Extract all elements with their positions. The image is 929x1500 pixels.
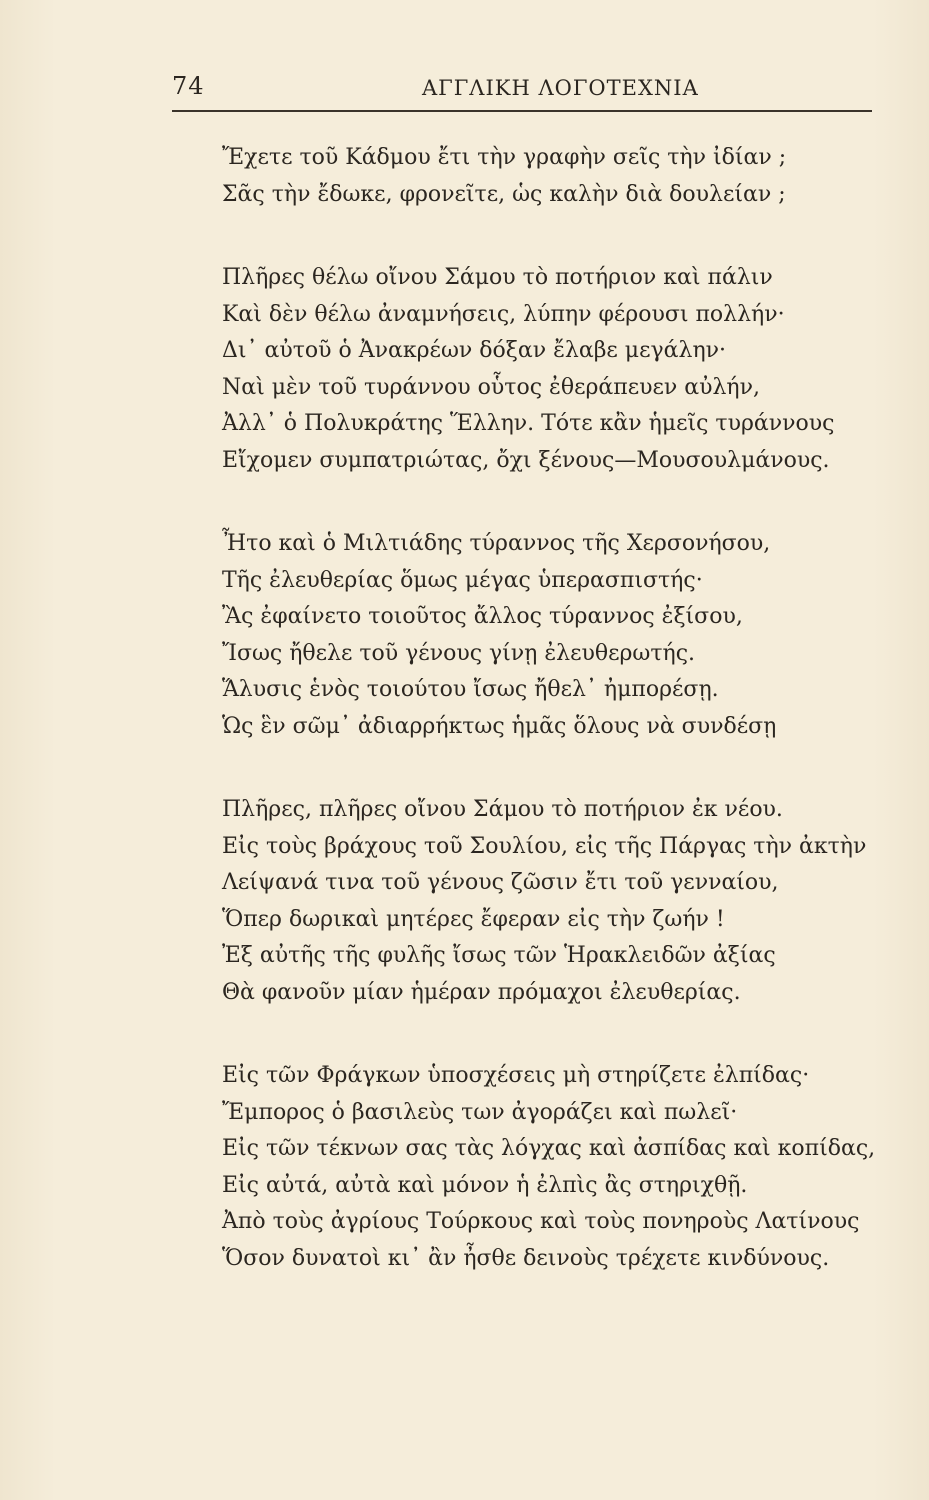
poem: [222, 140, 882, 1324]
verse-line: Δι᾽ αὐτοῦ ὁ Ἀνακρέων δόξαν ἔλαβε μεγάλην·: [222, 338, 727, 363]
verse-line: Ἔμπορος ὁ βασιλεὺς των ἀγοράζει καὶ πωλεῖ·: [222, 1099, 738, 1125]
verse-line: Εἰς τοὺς βράχους τοῦ Σουλίου, εἰς τῆς Πάργας τὴν ἀκτὴν: [222, 833, 867, 859]
stanza-5: [222, 1058, 882, 1277]
verse-line: Ἔχετε τοῦ Κάδμου ἔτι τὴν γραφὴν σεῖς τὴν ἰδίαν ;: [222, 145, 787, 170]
verse-line: Ἦτο καὶ ὁ Μιλτιάδης τύραννος τῆς Χερσονήσου,: [222, 531, 771, 556]
verse-line: Ἀπὸ τοὺς ἀγρίους Τούρκους καὶ τοὺς πονηροὺς Λατίνους: [222, 1209, 860, 1234]
stanza-4: [222, 792, 882, 1011]
verse-line: Λείψανά τινα τοῦ γένους ζῶσιν ἔτι τοῦ γενναίου,: [222, 870, 779, 895]
stanza-2: [222, 260, 882, 479]
verse-line: Ἴσως ἤθελε τοῦ γένους γίνῃ ἐλευθερωτής.: [222, 640, 696, 666]
verse-line: Εἰς τῶν Φράγκων ὑποσχέσεις μὴ στηρίζετε ἐλπίδας·: [222, 1063, 810, 1088]
verse-line: Εἰς αὐτά, αὐτὰ καὶ μόνον ἡ ἐλπὶς ἂς στηριχθῇ.: [222, 1172, 748, 1198]
verse-line: Καὶ δὲν θέλω ἀναμνήσεις, λύπην φέρουσι πολλήν·: [222, 301, 785, 327]
stanza-1: [222, 140, 882, 213]
verse-line: Τῆς ἐλευθερίας ὅμως μέγας ὑπερασπιστής·: [222, 567, 703, 593]
verse-line: Ἐξ αὐτῆς τῆς φυλῆς ἴσως τῶν Ἡρακλειδῶν ἀξίας: [222, 943, 776, 968]
verse-line: Εἴχομεν συμπατριώτας, ὄχι ξένους—Μουσουλμάνους.: [222, 447, 830, 473]
verse-line: Σᾶς τὴν ἔδωκε, φρονεῖτε, ὡς καλὴν διὰ δουλείαν ;: [222, 181, 786, 207]
verse-line: Ἀλλ᾽ ὁ Πολυκράτης Ἕλλην. Τότε κἂν ἡμεῖς τυράννους: [222, 411, 835, 436]
verse-line: Πλῆρες θέλω οἴνου Σάμου τὸ ποτήριον καὶ πάλιν: [222, 265, 773, 290]
verse-line: Ἂς ἐφαίνετο τοιοῦτος ἄλλος τύραννος ἐξίσου,: [222, 604, 743, 629]
verse-line: Ἅλυσις ἑνὸς τοιούτου ἴσως ἤθελ᾽ ἠμπορέσῃ.: [222, 677, 719, 702]
verse-line: Θὰ φανοῦν μίαν ἡμέραν πρόμαχοι ἐλευθερίας.: [222, 979, 741, 1005]
verse-line: Ναὶ μὲν τοῦ τυράννου οὗτος ἐθεράπευεν αὐλήν,: [222, 374, 760, 400]
verse-line: Ὡς ἓν σῶμ᾽ ἀδιαρρήκτως ἡμᾶς ὅλους νὰ συνδέσῃ: [222, 713, 777, 739]
verse-line: Πλῆρες, πλῆρες οἴνου Σάμου τὸ ποτήριον ἐκ νέου.: [222, 797, 783, 822]
verse-line: Ὅπερ δωρικαὶ μητέρες ἔφεραν εἰς τὴν ζωήν !: [222, 906, 725, 932]
page-number: 74: [172, 72, 205, 100]
header-rule: [172, 110, 872, 112]
verse-line: Εἰς τῶν τέκνων σας τὰς λόγχας καὶ ἀσπίδας καὶ κοπίδας,: [222, 1136, 876, 1161]
stanza-3: [222, 526, 882, 745]
verse-line: Ὅσον δυνατοὶ κι᾽ ἂν ἦσθε δεινοὺς τρέχετε κινδύνους.: [222, 1245, 830, 1271]
running-head: ΑΓΓΛΙΚΗ ΛΟΓΟΤΕΧΝΙΑ: [422, 76, 699, 100]
